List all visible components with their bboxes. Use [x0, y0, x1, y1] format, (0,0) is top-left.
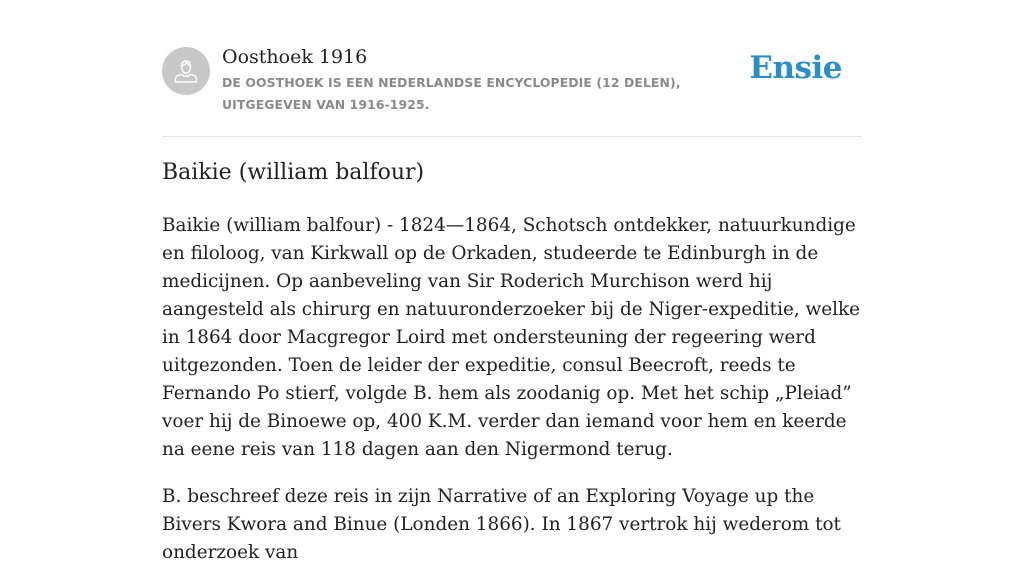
user-icon [171, 56, 201, 86]
avatar[interactable] [162, 47, 210, 95]
article-title: Baikie (william balfour) [162, 160, 425, 185]
article-body [162, 212, 872, 586]
source-name[interactable]: Oosthoek 1916 [222, 46, 368, 68]
article-paragraph: Baikie (william balfour) - 1824—1864, Schotsch ontdekker, natuurkundige en filoloog, van Kirkwall op de Orkaden, studeerde te Edinburgh in de medicijnen. Op aanbeveling van Sir Roderich Murchison werd hij aangesteld als chirurg en natuuronderzoeker bij de Niger-expeditie, welke in 1864 door Macgregor Loird met ondersteuning der regeering werd uitgezonden. Toen de leider der expeditie, consul Beecroft, reeds te Fernando Po stierf, volgde B. hem als zoodanig op. Met het schip „Pleiad” voer hij de Binoewe op, 400 K.M. verder dan iemand voor hem en keerde na eene reis van 118 dagen aan den Nigermond terug. [162, 215, 861, 460]
article-paragraph: B. beschreef deze reis in zijn Narrative of an Exploring Voyage up the Bivers Kwora and Binue (Londen 1866). In 1867 vertrok hij wederom tot onderzoek van [162, 486, 841, 563]
ensie-logo[interactable]: Ensie [749, 50, 842, 86]
article-page [162, 0, 862, 563]
source-header [162, 0, 862, 137]
source-description: DE OOSTHOEK IS EEN NEDERLANDSE ENCYCLOPEDIE (12 DELEN), UITGEGEVEN VAN 1916-1925. [222, 75, 681, 112]
